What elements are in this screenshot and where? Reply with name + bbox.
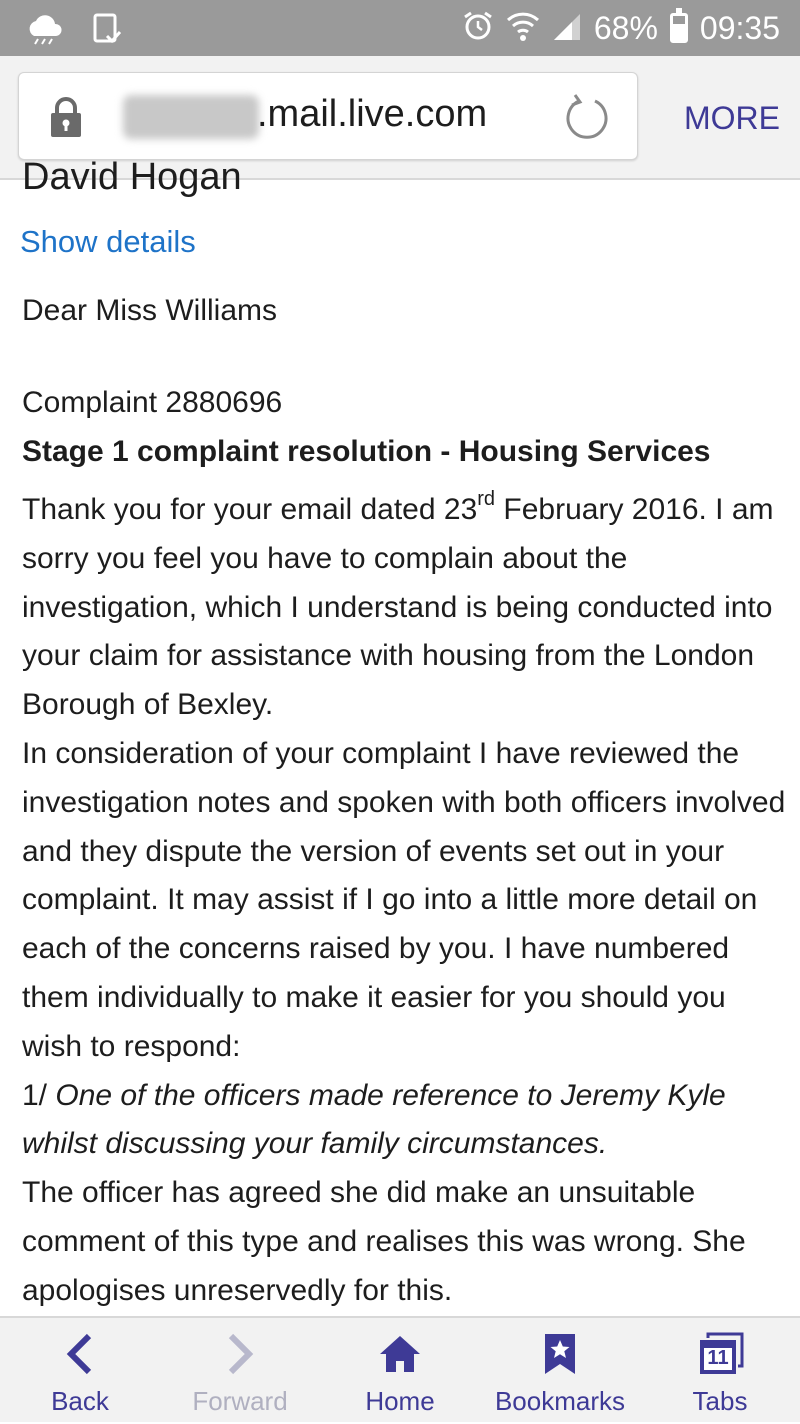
tabs-count: 11 xyxy=(707,1347,729,1369)
email-content[interactable] xyxy=(0,156,800,1316)
clock: 09:35 xyxy=(699,9,780,46)
url-bar[interactable] xyxy=(18,72,638,160)
alarm-icon xyxy=(462,10,494,47)
paragraph-intro: Thank you for your email dated 23rd February 2016. I am sorry you feel you have to complain about the investigation, which I understand is being conducted into your claim for assistance with housing from the London Borough of Bexley. xyxy=(22,488,774,722)
paragraph-consideration: In consideration of your complaint I have reviewed the investigation notes and spoken with both officers involved and they dispute the version of events set out in your complaint. It may assist if I go into a little more detail on each of the concerns raised by you. I have numbered them individually to make it easier for you should you wish to respond: xyxy=(22,736,786,1063)
bottom-navigation xyxy=(0,1316,800,1422)
salutation: Dear Miss Williams xyxy=(22,294,277,327)
home-icon xyxy=(378,1332,422,1376)
battery-percent: 68% xyxy=(593,9,658,46)
stage-title: Stage 1 complaint resolution - Housing Services xyxy=(22,435,711,468)
email-body xyxy=(22,486,792,1316)
battery-icon xyxy=(670,13,688,43)
weather-icon xyxy=(24,14,64,49)
forward-button[interactable]: Forward xyxy=(185,1318,295,1424)
back-button[interactable]: Back xyxy=(40,1318,120,1424)
lock-icon xyxy=(49,96,83,138)
bookmarks-button[interactable]: Bookmarks xyxy=(480,1318,640,1424)
redacted-subdomain xyxy=(123,95,259,139)
signal-icon xyxy=(552,10,582,47)
status-bar xyxy=(0,0,800,56)
url-text: .mail.live.com xyxy=(257,93,488,135)
tabs-button[interactable]: 11 Tabs xyxy=(680,1318,760,1424)
tabs-icon xyxy=(698,1332,742,1376)
chevron-right-icon xyxy=(218,1332,262,1376)
chevron-left-icon xyxy=(58,1332,102,1376)
download-notification-icon xyxy=(92,12,122,51)
sender-name: David Hogan xyxy=(22,156,242,198)
complaint-number: Complaint 2880696 xyxy=(22,386,283,419)
home-button[interactable]: Home xyxy=(350,1318,450,1424)
concern-item-1: 1/ One of the officers made reference to Jeremy Kyle whilst discussing your family circumstances. xyxy=(22,1078,726,1161)
reload-icon[interactable] xyxy=(563,93,611,141)
show-details-link[interactable]: Show details xyxy=(20,224,196,259)
bookmark-star-icon xyxy=(538,1332,582,1376)
more-button[interactable]: MORE xyxy=(684,100,780,136)
wifi-icon xyxy=(506,10,540,47)
paragraph-response-1: The officer has agreed she did make an unsuitable comment of this type and realises this was wrong. She apologises unreservedly for this. xyxy=(22,1176,746,1307)
